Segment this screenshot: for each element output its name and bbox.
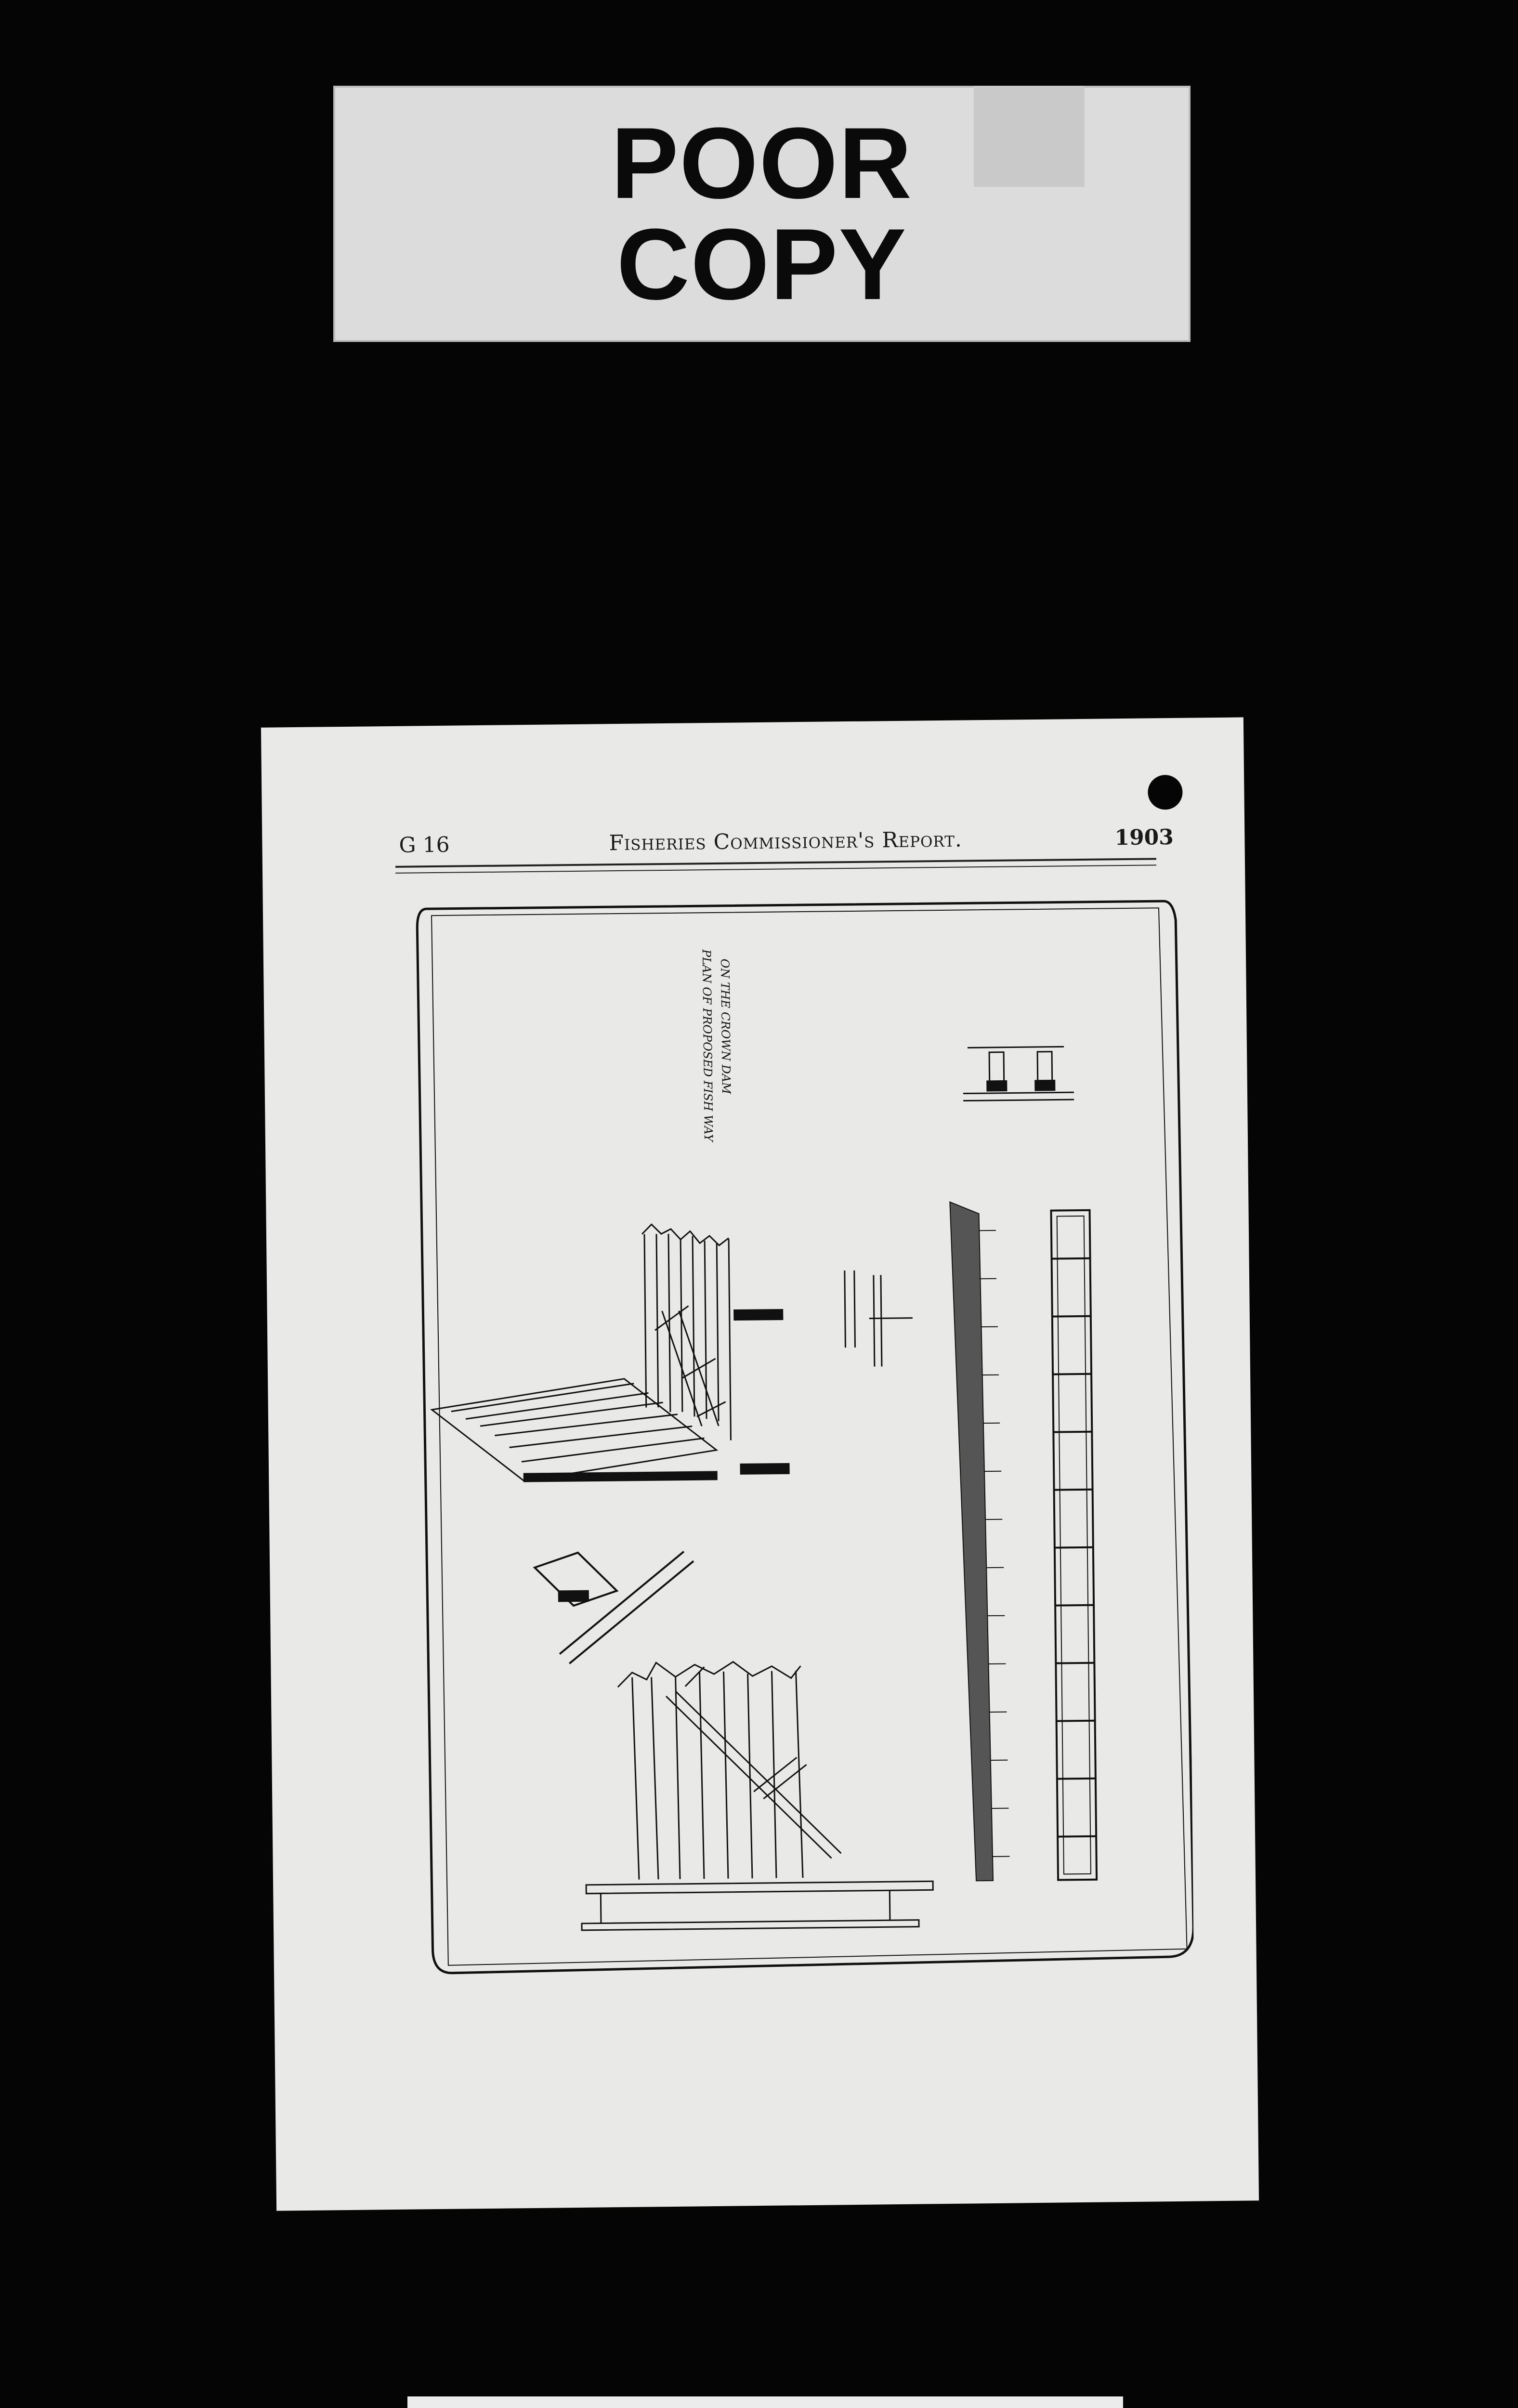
tape-strip xyxy=(974,86,1085,187)
fishway-perspective-lower xyxy=(579,1660,933,1930)
ladder-plan xyxy=(1051,1210,1097,1880)
fishway-section-detail xyxy=(845,1270,913,1367)
fishway-perspective-upper xyxy=(430,1223,789,1482)
file-label xyxy=(407,2396,1123,2408)
report-title: Fisheries Commissioner's Report. xyxy=(609,827,963,856)
page-number: G 16 xyxy=(399,832,450,858)
detail-small-top-right xyxy=(963,1047,1074,1100)
stamp-line-2: COPY xyxy=(616,208,907,321)
punch-hole xyxy=(1148,775,1183,810)
diagonal-detail xyxy=(535,1551,694,1663)
plan-title-2: ON THE CROWN DAM xyxy=(718,958,733,1094)
poor-copy-stamp xyxy=(333,86,1191,342)
plan-title-1: PLAN OF PROPOSED FISH WAY xyxy=(699,949,715,1142)
document-page xyxy=(261,717,1259,2211)
report-year: 1903 xyxy=(1114,824,1174,851)
engineering-drawing xyxy=(407,891,1194,1978)
stamp-line-1: POOR xyxy=(611,106,913,220)
baffle-column-hatched xyxy=(950,1202,1010,1881)
